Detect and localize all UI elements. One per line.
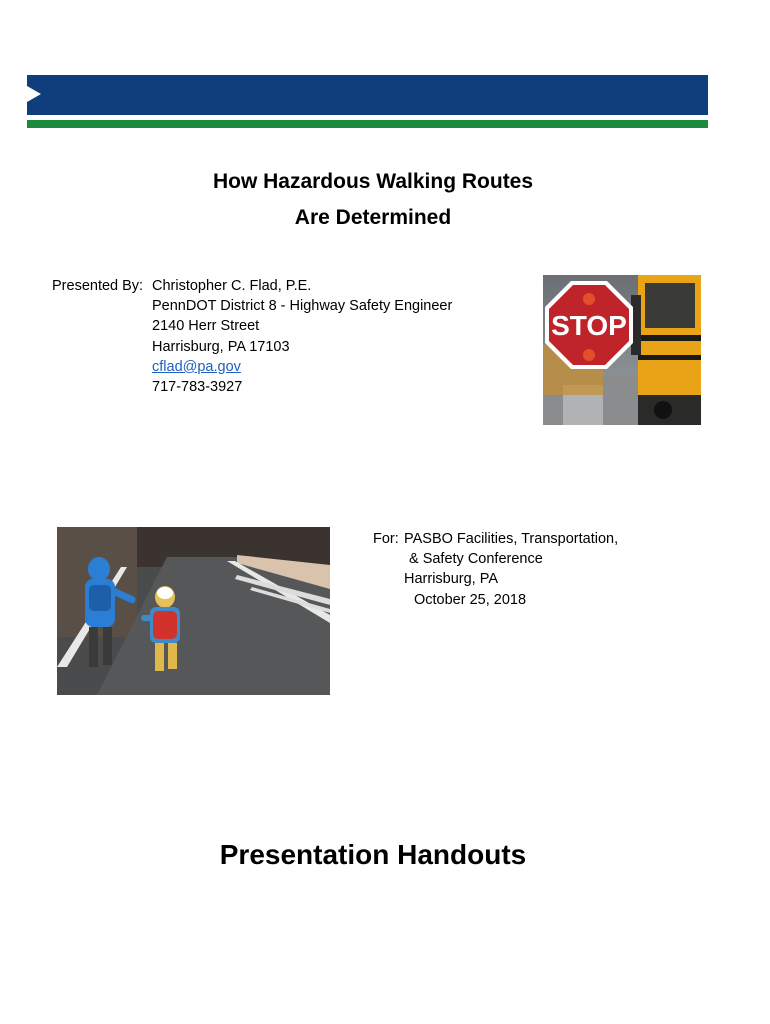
presenter-city: Harrisburg, PA 17103 <box>152 338 290 355</box>
presenter-details <box>152 276 452 397</box>
stop-sign-bus-illustration <box>543 275 701 425</box>
stop-sign-photo <box>543 275 701 425</box>
presenter-label: Presented By: <box>52 278 144 294</box>
presenter-phone: 717-783-3927 <box>152 379 243 396</box>
header-stripe <box>27 120 708 128</box>
triangle-right-icon <box>27 86 41 102</box>
presenter-email-link[interactable]: cflad@pa.gov <box>152 358 241 375</box>
document-title-line-2: Are Determined <box>294 206 452 229</box>
children-walking-photo <box>57 527 330 695</box>
event-date: October 25, 2018 <box>414 592 527 608</box>
presenter-name: Christopher C. Flad, P.E. <box>152 278 312 294</box>
stop-sign-text: STOP <box>551 310 627 341</box>
document-title-line-1: How Hazardous Walking Routes <box>212 170 534 193</box>
presenter-street: 2140 Herr Street <box>152 318 260 335</box>
event-location: Harrisburg, PA <box>404 571 499 587</box>
event-line-2: & Safety Conference <box>409 551 543 567</box>
presentation-handouts-heading: Presentation Handouts <box>219 839 527 870</box>
event-line-1: PASBO Facilities, Transportation, <box>404 531 619 547</box>
children-walking-illustration <box>57 527 330 695</box>
event-label: For: <box>373 531 399 547</box>
presenter-position: PennDOT District 8 - Highway Safety Engineer <box>152 298 453 315</box>
header-banner <box>27 75 708 115</box>
